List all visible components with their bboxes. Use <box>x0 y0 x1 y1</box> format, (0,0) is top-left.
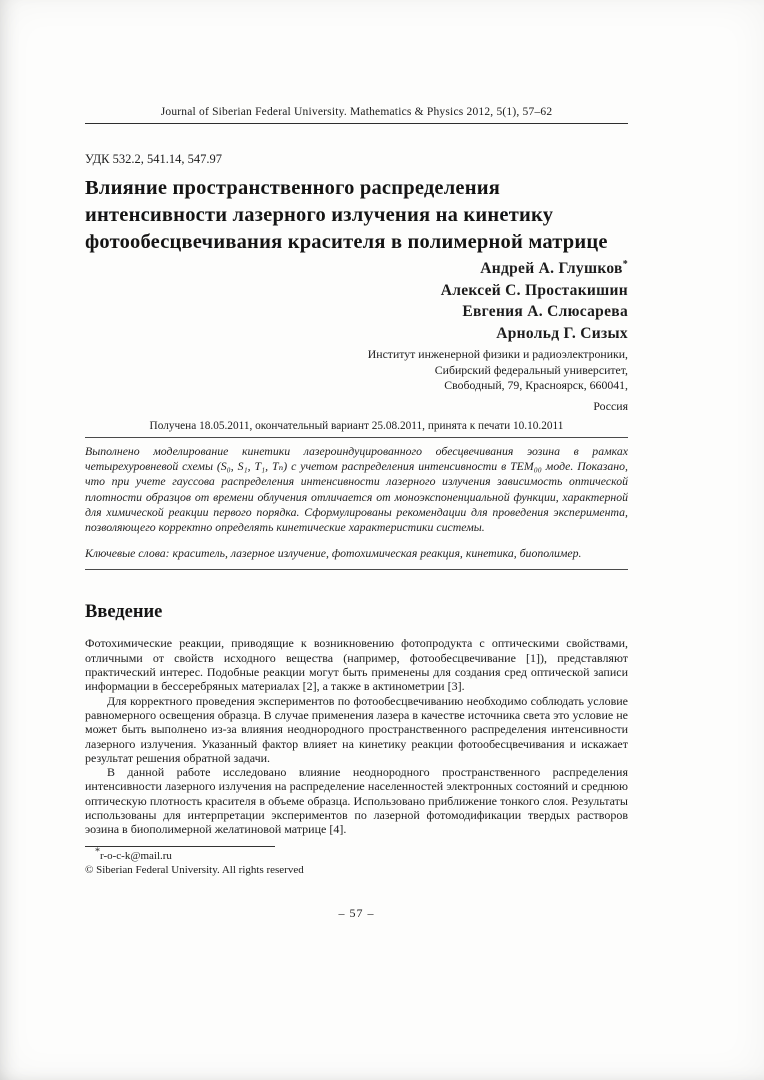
affiliation-line: Свободный, 79, Красноярск, 660041, <box>444 378 628 392</box>
author-footnote-marker: * <box>622 258 628 270</box>
page-number: – 57 – <box>338 905 375 920</box>
footnote-marker: * <box>95 845 100 857</box>
copyright-line: © Siberian Federal University. All rights reserved <box>85 863 304 876</box>
footnote-rule <box>85 846 275 847</box>
author-name: Арнольд Г. Сизых <box>496 324 628 342</box>
section-heading-introduction: Введение <box>85 602 163 623</box>
abstract-block <box>85 437 628 570</box>
journal-header-line: Journal of Siberian Federal University. Mathematics & Physics 2012, 5(1), 57–62 <box>85 106 628 124</box>
footnote-email-text: r-o-c-k@mail.ru <box>100 849 172 862</box>
page-content <box>85 0 628 921</box>
author-name: Алексей С. Простакишин <box>440 281 628 299</box>
author-name: Евгения А. Слюсарева <box>462 303 628 320</box>
affiliation-line: Институт инженерной физики и радиоэлектроники, <box>367 347 628 361</box>
received-dates-line: Получена 18.05.2011, окончательный вариант 25.08.2011, принята к печати 10.10.2011 <box>149 420 564 432</box>
abstract-text: Выполнено моделирование кинетики лазероиндуцированного обесцвечивания эозина в рамках четырехуровневой схемы (S₀, S₁, T₁, Tₙ) с учетом распределения интенсивности в TEM₀₀ моде. Показано, что при учете гауссова распределения интенсивности лазерного излучения зависимость оптической плотности образцов от времени облучения отличается от моноэкспоненциальной функции, характерной для химической реакции первого порядка. Сформулированы рекомендации для проведения эксперимента, позволяющего корректно определять кинетические характеристики системы. <box>85 444 628 535</box>
keywords-line: Ключевые слова: краситель, лазерное излучение, фотохимическая реакция, кинетика, биополимер. <box>85 546 582 561</box>
footnote-block <box>85 846 628 876</box>
body-paragraph: Фотохимические реакции, приводящие к возникновению фотопродукта с оптическими свойствами, отличными от свойств исходного вещества (например, фотообесцвечивание [1]), представляют практический интерес. Подобные реакции могут быть применены для создания сред оптической записи информации в бессеребряных материалах [2], а также в актинометрии [3]. <box>85 636 628 694</box>
author-name-text: Андрей А. Глушков <box>480 260 623 277</box>
affiliation-country: Россия <box>593 398 628 413</box>
body-paragraph: В данной работе исследовано влияние неоднородного пространственного распределения интенсивности лазерного излучения на распределение населенностей электронных состояний и среднюю оптическую плотность красителя в объеме образца. Использовано приближение тонкого слоя. Результаты использованы для интерпретации экспериментов по лазерной фотомодификации твердых растворов эозина в биополимерной желатиновой матрице [4]. <box>85 765 628 837</box>
authors-block <box>85 258 628 414</box>
affiliation-block <box>85 347 628 414</box>
affiliation-line: Сибирский федеральный университет, <box>434 362 628 377</box>
body-paragraph: Для корректного проведения экспериментов по фотообесцвечиванию необходимо соблюдать условие равномерного освещения образца. В случае применения лазера в качестве источника света это условие не может быть выполнено из-за влияния неоднородного пространственного распределения интенсивности лазерного излучения. Указанный фактор влияет на кинетику реакции фотообесцвечивания и искажает результат решения обратной задачи. <box>85 693 628 765</box>
footnote-email <box>85 845 628 862</box>
author-name <box>85 258 628 280</box>
udc-code: УДК 532.2, 541.14, 547.97 <box>85 152 222 166</box>
article-title: Влияние пространственного распределения интенсивности лазерного излучения на кинетику фотообесцвечивания красителя в полимерной матрице <box>85 177 608 253</box>
